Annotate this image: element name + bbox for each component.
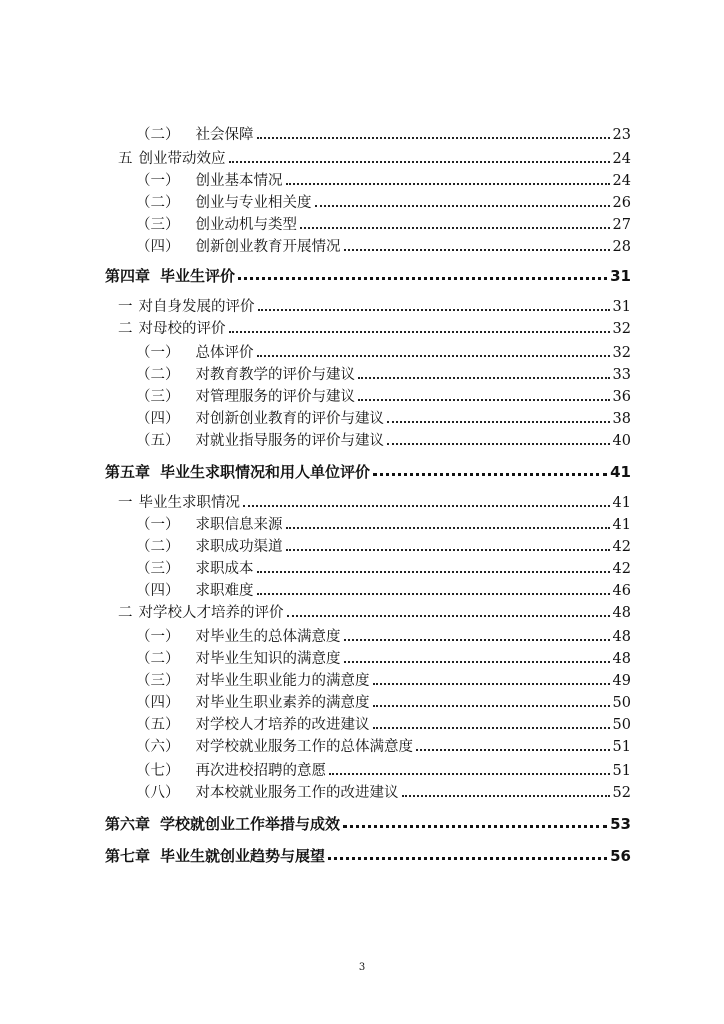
toc-entry-page: 48 [612, 605, 631, 621]
toc-entry-title: 创业动机与类型 [195, 217, 297, 233]
toc-entry-title: 对母校的评价 [138, 321, 226, 337]
toc-entry-page: 40 [612, 433, 631, 449]
toc-entry-page: 46 [612, 583, 631, 599]
toc-entry-page: 49 [612, 673, 631, 689]
toc-leader-dots [358, 377, 610, 379]
toc-leader-dots [257, 571, 610, 573]
toc-subsection-entry[interactable] [136, 645, 631, 667]
toc-entry-title: 求职信息来源 [195, 517, 283, 533]
toc-chapter-entry[interactable] [105, 262, 631, 284]
toc-subsection-entry[interactable] [136, 667, 631, 689]
toc-subsection-entry[interactable] [136, 427, 631, 449]
toc-subsection-entry[interactable] [136, 757, 631, 779]
toc-entry-page: 32 [612, 345, 631, 361]
toc-chapter-entry[interactable] [105, 458, 631, 480]
toc-entry-number: （二） [136, 127, 180, 143]
toc-entry-number: （二） [136, 367, 180, 383]
toc-entry-number: （八） [136, 785, 180, 801]
toc-entry-number: 二 [118, 605, 133, 621]
toc-entry-number: 第四章 [105, 267, 151, 285]
toc-leader-dots [257, 355, 610, 357]
toc-leader-dots [344, 661, 610, 663]
toc-entry-page: 52 [612, 785, 631, 801]
toc-entry-title: 对创新创业教育的评价与建议 [195, 411, 384, 427]
toc-entry-title: 毕业生求职情况 [138, 495, 240, 511]
toc-leader-dots [286, 183, 610, 185]
toc-leader-dots [402, 795, 610, 797]
toc-entry-number: （四） [136, 239, 180, 255]
toc-leader-dots [343, 825, 607, 828]
toc-subsection-entry[interactable] [136, 339, 631, 361]
toc-leader-dots [238, 277, 607, 280]
toc-entry-title: 毕业生评价 [160, 267, 236, 285]
toc-entry-number: （二） [136, 195, 180, 211]
toc-entry-page: 42 [612, 561, 631, 577]
toc-entry-title: 对教育教学的评价与建议 [195, 367, 355, 383]
toc-leader-dots [257, 137, 610, 139]
toc-entry-number: 二 [118, 321, 133, 337]
toc-entry-title: 对就业指导服务的评价与建议 [195, 433, 384, 449]
page-number: 3 [358, 962, 366, 973]
toc-entry-title: 对学校人才培养的改进建议 [195, 717, 370, 733]
toc-entry-title: 毕业生求职情况和用人单位评价 [160, 463, 371, 481]
toc-entry-title: 对本校就业服务工作的改进建议 [195, 785, 399, 801]
toc-section-entry[interactable] [118, 489, 631, 511]
toc-subsection-entry[interactable] [136, 733, 631, 755]
toc-entry-title: 社会保障 [195, 127, 254, 143]
toc-entry-page: 33 [612, 367, 631, 383]
toc-leader-dots [229, 161, 610, 163]
toc-entry-page: 32 [612, 321, 631, 337]
toc-entry-title: 对毕业生职业能力的满意度 [195, 673, 370, 689]
toc-entry-number: （五） [136, 717, 180, 733]
toc-leader-dots [229, 331, 610, 333]
toc-entry-page: 56 [610, 847, 631, 865]
toc-section-entry[interactable] [118, 145, 631, 167]
toc-entry-number: （五） [136, 433, 180, 449]
toc-entry-number: （三） [136, 217, 180, 233]
toc-leader-dots [287, 615, 610, 617]
toc-entry-title: 对自身发展的评价 [138, 299, 255, 315]
toc-entry-number: （一） [136, 629, 180, 645]
toc-subsection-entry[interactable] [136, 577, 631, 599]
toc-subsection-entry[interactable] [136, 383, 631, 405]
toc-leader-dots [300, 227, 610, 229]
toc-entry-number: 第五章 [105, 463, 151, 481]
toc-entry-title: 总体评价 [195, 345, 254, 361]
toc-entry-number: 一 [118, 495, 133, 511]
toc-entry-number: （二） [136, 539, 180, 555]
toc-leader-dots [373, 473, 607, 476]
toc-leader-dots [344, 639, 610, 641]
toc-subsection-entry[interactable] [136, 555, 631, 577]
toc-entry-number: （六） [136, 739, 180, 755]
toc-leader-dots [315, 205, 610, 207]
toc-entry-number: （三） [136, 673, 180, 689]
toc-entry-page: 31 [612, 299, 631, 315]
toc-entry-number: 一 [118, 299, 133, 315]
toc-entry-page: 36 [612, 389, 631, 405]
toc-leader-dots [387, 421, 610, 423]
toc-entry-number: （四） [136, 583, 180, 599]
toc-entry-title: 求职难度 [195, 583, 254, 599]
toc-entry-number: （七） [136, 763, 180, 779]
toc-entry-title: 创业基本情况 [195, 173, 283, 189]
toc-entry-title: 求职成功渠道 [195, 539, 283, 555]
toc-leader-dots [329, 773, 610, 775]
toc-section-entry[interactable] [118, 315, 631, 337]
toc-entry-page: 41 [610, 463, 631, 481]
toc-subsection-entry[interactable] [136, 167, 631, 189]
toc-entry-number: （二） [136, 651, 180, 667]
toc-subsection-entry[interactable] [136, 361, 631, 383]
toc-entry-page: 27 [612, 217, 631, 233]
toc-entry-number: （四） [136, 411, 180, 427]
toc-chapter-entry[interactable] [105, 842, 631, 864]
toc-subsection-entry[interactable] [136, 689, 631, 711]
toc-entry-title: 对管理服务的评价与建议 [195, 389, 355, 405]
toc-entry-title: 再次进校招聘的意愿 [195, 763, 326, 779]
toc-leader-dots [243, 505, 610, 507]
toc-leader-dots [286, 549, 610, 551]
toc-entry-number: （一） [136, 517, 180, 533]
toc-subsection-entry[interactable] [136, 779, 631, 801]
toc-section-entry[interactable] [118, 599, 631, 621]
toc-leader-dots [358, 399, 610, 401]
toc-entry-number: 第七章 [105, 847, 151, 865]
toc-entry-title: 创业与专业相关度 [195, 195, 312, 211]
toc-entry-number: （一） [136, 345, 180, 361]
toc-entry-number: 五 [118, 151, 133, 167]
toc-entry-title: 毕业生就创业趋势与展望 [160, 847, 326, 865]
toc-entry-page: 26 [612, 195, 631, 211]
toc-entry-page: 24 [612, 173, 631, 189]
toc-entry-title: 对毕业生知识的满意度 [195, 651, 341, 667]
toc-entry-title: 对毕业生职业素养的满意度 [195, 695, 370, 711]
toc-section-entry[interactable] [118, 293, 631, 315]
toc-entry-number: 第六章 [105, 815, 151, 833]
toc-leader-dots [416, 749, 610, 751]
toc-entry-page: 42 [612, 539, 631, 555]
toc-entry-number: （一） [136, 173, 180, 189]
toc-chapter-entry[interactable] [105, 810, 631, 832]
toc-entry-page: 53 [610, 815, 631, 833]
toc-entry-number: （三） [136, 389, 180, 405]
toc-entry-page: 51 [612, 763, 631, 779]
toc-entry-title: 求职成本 [195, 561, 254, 577]
toc-entry-page: 41 [612, 517, 631, 533]
toc-entry-page: 31 [610, 267, 631, 285]
toc-subsection-entry[interactable] [136, 405, 631, 427]
toc-subsection-entry[interactable] [136, 233, 631, 255]
toc-entry-page: 48 [612, 629, 631, 645]
toc-subsection-entry[interactable] [136, 623, 631, 645]
toc-subsection-entry[interactable] [136, 533, 631, 555]
toc-entry-title: 对学校就业服务工作的总体满意度 [195, 739, 413, 755]
toc-entry-title: 对学校人才培养的评价 [138, 605, 284, 621]
toc-entry-page: 51 [612, 739, 631, 755]
toc-leader-dots [373, 705, 610, 707]
toc-entry-page: 24 [612, 151, 631, 167]
toc-leader-dots [373, 727, 610, 729]
toc-leader-dots [286, 527, 610, 529]
toc-entry-page: 28 [612, 239, 631, 255]
toc-subsection-entry[interactable] [136, 711, 631, 733]
toc-entry-title: 创新创业教育开展情况 [195, 239, 341, 255]
toc-leader-dots [257, 593, 610, 595]
toc-leader-dots [387, 443, 610, 445]
toc-subsection-entry[interactable] [136, 511, 631, 533]
toc-entry-title: 对毕业生的总体满意度 [195, 629, 341, 645]
toc-subsection-entry[interactable] [136, 189, 631, 211]
toc-subsection-entry[interactable] [136, 211, 631, 233]
toc-entry-page: 50 [612, 695, 631, 711]
toc-entry-page: 23 [612, 127, 631, 143]
toc-entry-title: 学校就创业工作举措与成效 [160, 815, 341, 833]
toc-leader-dots [258, 309, 610, 311]
toc-leader-dots [373, 683, 610, 685]
toc-entry-page: 50 [612, 717, 631, 733]
toc-entry-title: 创业带动效应 [138, 151, 226, 167]
toc-subsection-entry[interactable] [136, 121, 631, 143]
toc-leader-dots [328, 857, 607, 860]
toc-entry-page: 48 [612, 651, 631, 667]
toc-entry-page: 38 [612, 411, 631, 427]
toc-entry-number: （四） [136, 695, 180, 711]
toc-entry-number: （三） [136, 561, 180, 577]
toc-leader-dots [344, 249, 610, 251]
toc-entry-page: 41 [612, 495, 631, 511]
